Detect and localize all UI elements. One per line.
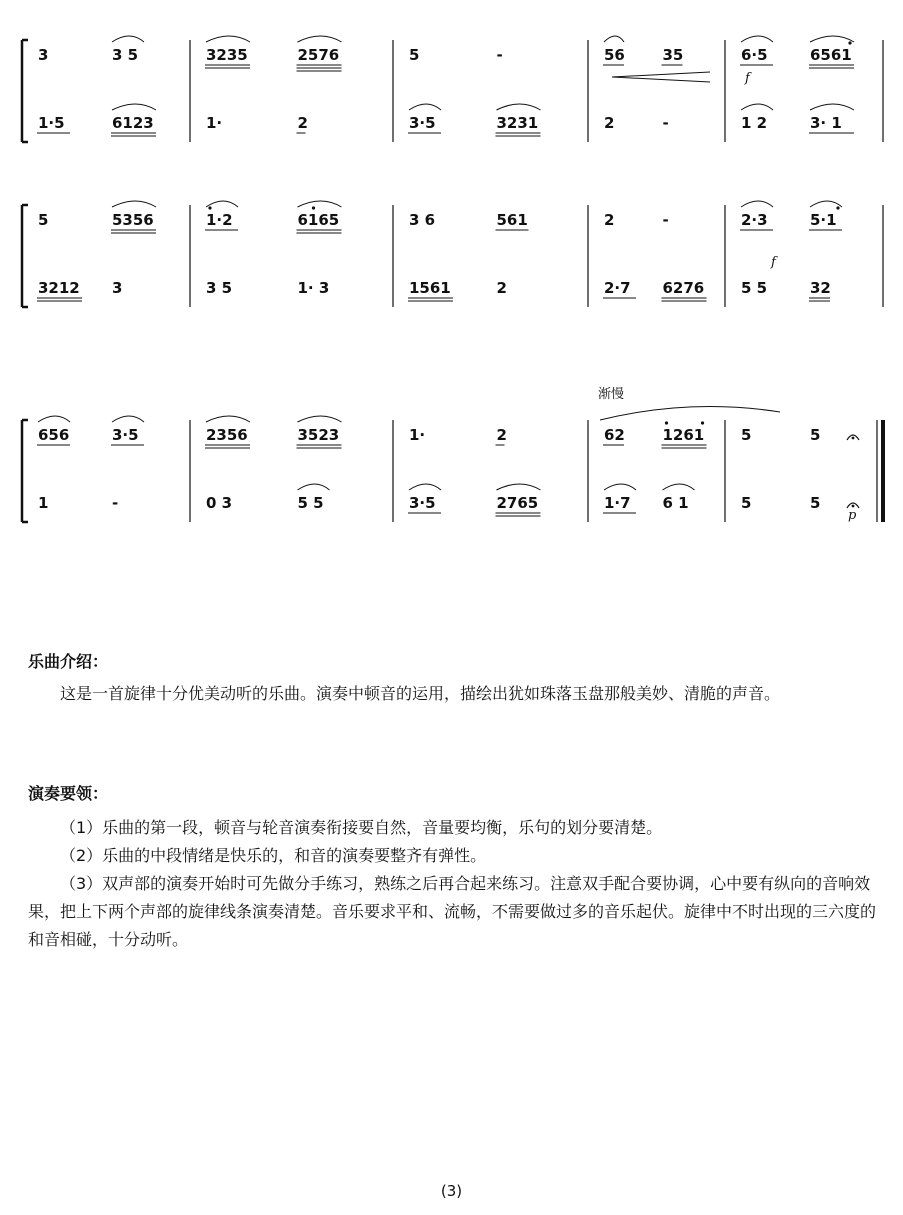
note-group: 2·7 — [604, 279, 631, 297]
tips-item-1: （1）乐曲的第一段，顿音与轮音演奏衔接要自然，音量要均衡，乐句的划分要清楚。 — [60, 818, 663, 837]
slur — [112, 416, 144, 422]
note-group: 1 2 — [741, 114, 768, 132]
note-group: 3 — [38, 46, 49, 64]
note-group: 6165 — [297, 211, 340, 229]
slur — [298, 36, 342, 42]
note-group: 35 — [662, 46, 684, 64]
note-group: - — [662, 211, 669, 229]
note-group: 3·5 — [112, 426, 139, 444]
note-group: 561 — [496, 211, 528, 229]
slur — [298, 201, 342, 207]
note-group: 3·5 — [409, 494, 436, 512]
tempo-mark: 渐慢 — [598, 387, 625, 402]
slur — [38, 416, 70, 422]
slur — [604, 36, 624, 42]
note-group: 3 — [112, 279, 123, 297]
note-group: 5 — [810, 426, 821, 444]
note-group: 6 1 — [662, 494, 689, 512]
note-group: 1561 — [409, 279, 451, 297]
octave-dot — [836, 206, 839, 209]
slur — [497, 104, 541, 110]
phrase-arc — [600, 407, 780, 420]
slur — [298, 484, 330, 490]
note-group: 32 — [810, 279, 831, 297]
note-group: 2 — [496, 279, 507, 297]
fermata-dot — [852, 437, 855, 440]
slur — [741, 104, 773, 110]
note-group: 3·5 — [409, 114, 436, 132]
octave-dot — [312, 206, 315, 209]
note-group: 5 — [810, 494, 821, 512]
note-group: 3212 — [38, 279, 80, 297]
note-group: 5 — [409, 46, 420, 64]
score — [0, 0, 903, 560]
note-group: 2356 — [206, 426, 248, 444]
system-brace — [22, 40, 28, 142]
note-group: 1·5 — [38, 114, 65, 132]
system-brace — [22, 420, 28, 522]
note-group: - — [662, 114, 669, 132]
note-group: 3· 1 — [810, 114, 842, 132]
hairpin — [612, 72, 710, 82]
slur — [604, 484, 636, 490]
intro-body: 这是一首旋律十分优美动听的乐曲。演奏中顿音的运用，描绘出犹如珠落玉盘那般美妙、清脆的声音。 — [60, 684, 781, 703]
slur — [810, 104, 854, 110]
slur — [810, 201, 842, 207]
slur — [810, 36, 854, 42]
slur — [741, 36, 773, 42]
note-group: 2 — [297, 114, 308, 132]
note-group: 2 — [604, 211, 615, 229]
slur — [741, 201, 773, 207]
note-group: 3523 — [297, 426, 340, 444]
note-group: 3 5 — [206, 279, 233, 297]
note-group: 1·7 — [604, 494, 631, 512]
note-group: 2·3 — [741, 211, 768, 229]
note-group: 62 — [604, 426, 625, 444]
note-group: 3235 — [206, 46, 248, 64]
note-group: 1 — [38, 494, 49, 512]
octave-dot — [701, 421, 704, 424]
note-group: 1· 3 — [297, 279, 330, 297]
dynamic-piano: p — [848, 508, 857, 523]
note-group: 1· — [409, 426, 426, 444]
note-group: 1·2 — [206, 211, 233, 229]
slur — [206, 201, 238, 207]
note-group: 2765 — [496, 494, 539, 512]
note-group: 1· — [206, 114, 223, 132]
note-group: 5 — [38, 211, 49, 229]
tips-item-3: （3）双声部的演奏开始时可先做分手练习，熟练之后再合起来练习。注意双手配合要协调，心中要有纵向的音响效果，把上下两个声部的旋律线条演奏清楚。音乐要求平和、流畅，不需要做过多的音乐起伏。旋律中不时出现的三六度的和音相碰，十分动听。 — [28, 874, 877, 949]
fermata-dot — [852, 505, 855, 508]
slur — [409, 104, 441, 110]
note-group: - — [112, 494, 119, 512]
octave-dot — [208, 206, 211, 209]
page-number: (3) — [440, 1182, 463, 1200]
note-group: 3231 — [496, 114, 539, 132]
note-group: 2576 — [297, 46, 340, 64]
note-group: 656 — [38, 426, 70, 444]
slur — [497, 484, 541, 490]
tips-heading: 演奏要领： — [28, 784, 109, 803]
note-group: 5 5 — [297, 494, 324, 512]
slur — [112, 104, 156, 110]
dynamic-forte: f — [745, 71, 750, 86]
note-group: 5 — [741, 426, 752, 444]
note-group: - — [496, 46, 503, 64]
note-group: 6·5 — [741, 46, 768, 64]
octave-dot — [665, 421, 668, 424]
slur — [298, 416, 342, 422]
dynamic-forte: f — [771, 255, 776, 270]
note-group: 56 — [604, 46, 625, 64]
slur — [206, 36, 250, 42]
note-group: 0 3 — [206, 494, 233, 512]
tips-section — [28, 780, 888, 954]
note-group: 5356 — [112, 211, 154, 229]
intro-heading: 乐曲介绍： — [28, 652, 109, 671]
slur — [663, 484, 695, 490]
tips-item-2: （2）乐曲的中段情绪是快乐的，和音的演奏要整齐有弹性。 — [60, 846, 487, 865]
note-group: 3 5 — [112, 46, 139, 64]
slur — [112, 36, 144, 42]
octave-dot — [848, 41, 851, 44]
slur — [206, 416, 250, 422]
note-group: 2 — [604, 114, 615, 132]
slur — [409, 484, 441, 490]
system-brace — [22, 205, 28, 307]
note-group: 5 — [741, 494, 752, 512]
intro-section — [28, 648, 888, 708]
note-group: 6276 — [662, 279, 705, 297]
note-group: 6123 — [112, 114, 154, 132]
note-group: 1261 — [662, 426, 705, 444]
note-group: 5·1 — [810, 211, 837, 229]
note-group: 6561 — [810, 46, 852, 64]
slur — [112, 201, 156, 207]
note-group: 3 6 — [409, 211, 436, 229]
note-group: 5 5 — [741, 279, 768, 297]
note-group: 2 — [496, 426, 507, 444]
